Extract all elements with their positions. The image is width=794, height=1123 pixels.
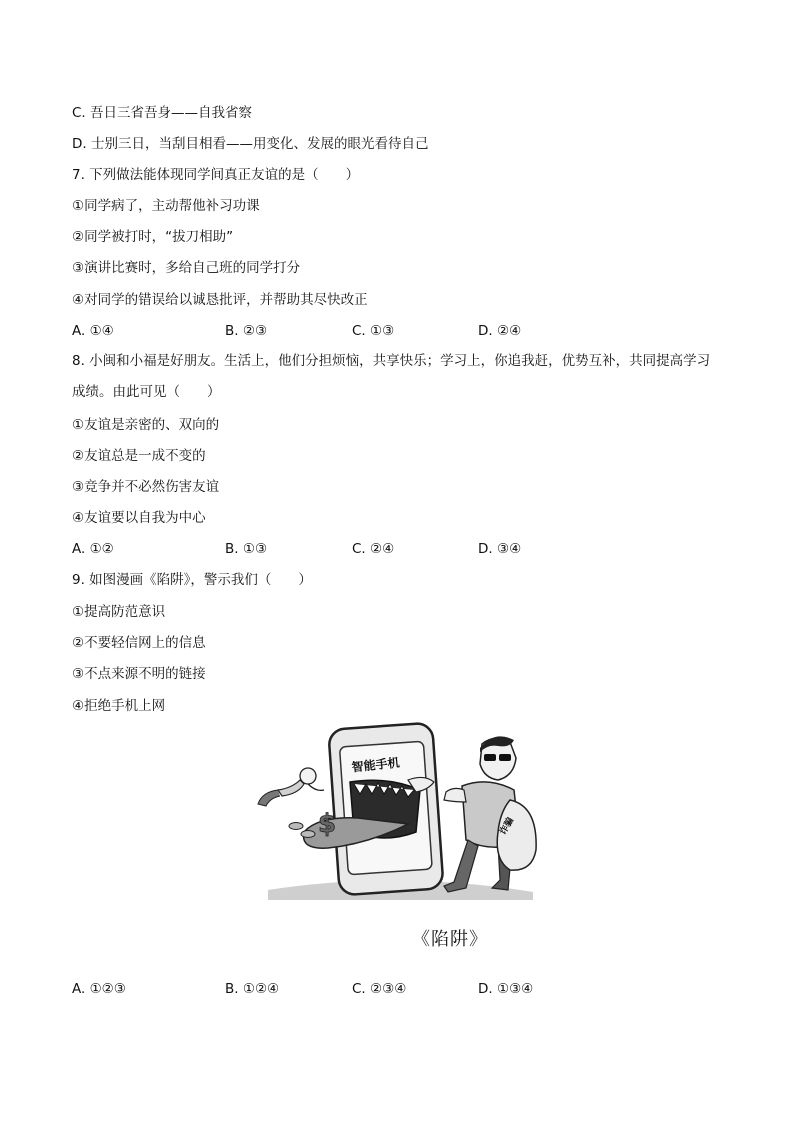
line-d-item: D. 士别三日，当刮目相看——用变化、发展的眼光看待自己 [72,136,429,152]
scammer-figure [444,736,536,892]
question-8-statement-2: ②友谊总是一成不变的 [72,448,206,464]
phone-label: 智能手机 [351,755,401,775]
line-c-item: C. 吾日三省吾身——自我省察 [72,105,253,121]
question-7-statement-4: ④对同学的错误给以诚恳批评，并帮助其尽快改正 [72,292,368,308]
question-7-option-a[interactable]: A. ①④ [72,323,114,339]
question-7-stem: 7. 下列做法能体现同学间真正友谊的是（ ） [72,167,360,183]
question-9-statement-3: ③不点来源不明的链接 [72,666,206,682]
question-9-statement-1: ①提高防范意识 [72,604,166,620]
question-7-statement-1: ①同学病了，主动帮他补习功课 [72,198,260,214]
figure-caption: 《陷阱》 [412,929,488,950]
question-8-option-b[interactable]: B. ①③ [225,541,268,557]
question-7-statement-3: ③演讲比赛时，多给自己班的同学打分 [72,260,301,276]
question-9-stem: 9. 如图漫画《陷阱》，警示我们（ ） [72,572,312,588]
question-8-statement-3: ③竞争并不必然伤害友谊 [72,479,220,495]
question-8-option-d[interactable]: D. ③④ [478,541,522,557]
question-8-option-c[interactable]: C. ②④ [352,541,395,557]
question-7-statement-2: ②同学被打时，“拔刀相助” [72,229,234,245]
question-7-option-c[interactable]: C. ①③ [352,323,395,339]
cartoon-trap-illustration [248,720,540,900]
question-7-option-d[interactable]: D. ②④ [478,323,522,339]
question-8-statement-1: ①友谊是亲密的、双向的 [72,417,220,433]
sack-label: 诈骗 [498,816,517,837]
dollar-sign: $ [318,809,337,839]
question-9-option-d[interactable]: D. ①③④ [478,981,534,997]
question-9-statement-4: ④拒绝手机上网 [72,698,166,714]
question-9-statement-2: ②不要轻信网上的信息 [72,635,206,651]
question-7-option-b[interactable]: B. ②③ [225,323,268,339]
question-9-option-a[interactable]: A. ①②③ [72,981,126,997]
question-9-option-b[interactable]: B. ①②④ [225,981,280,997]
small-victim-figure [258,768,324,806]
question-8-statement-4: ④友谊要以自我为中心 [72,510,206,526]
question-8-stem: 8. 小闽和小福是好朋友。生活上，他们分担烦恼，共享快乐；学习上，你追我赶，优势互补，共同提高学习成绩。由此可见（ ） [72,353,711,400]
question-9-option-c[interactable]: C. ②③④ [352,981,407,997]
question-8-option-a[interactable]: A. ①② [72,541,114,557]
